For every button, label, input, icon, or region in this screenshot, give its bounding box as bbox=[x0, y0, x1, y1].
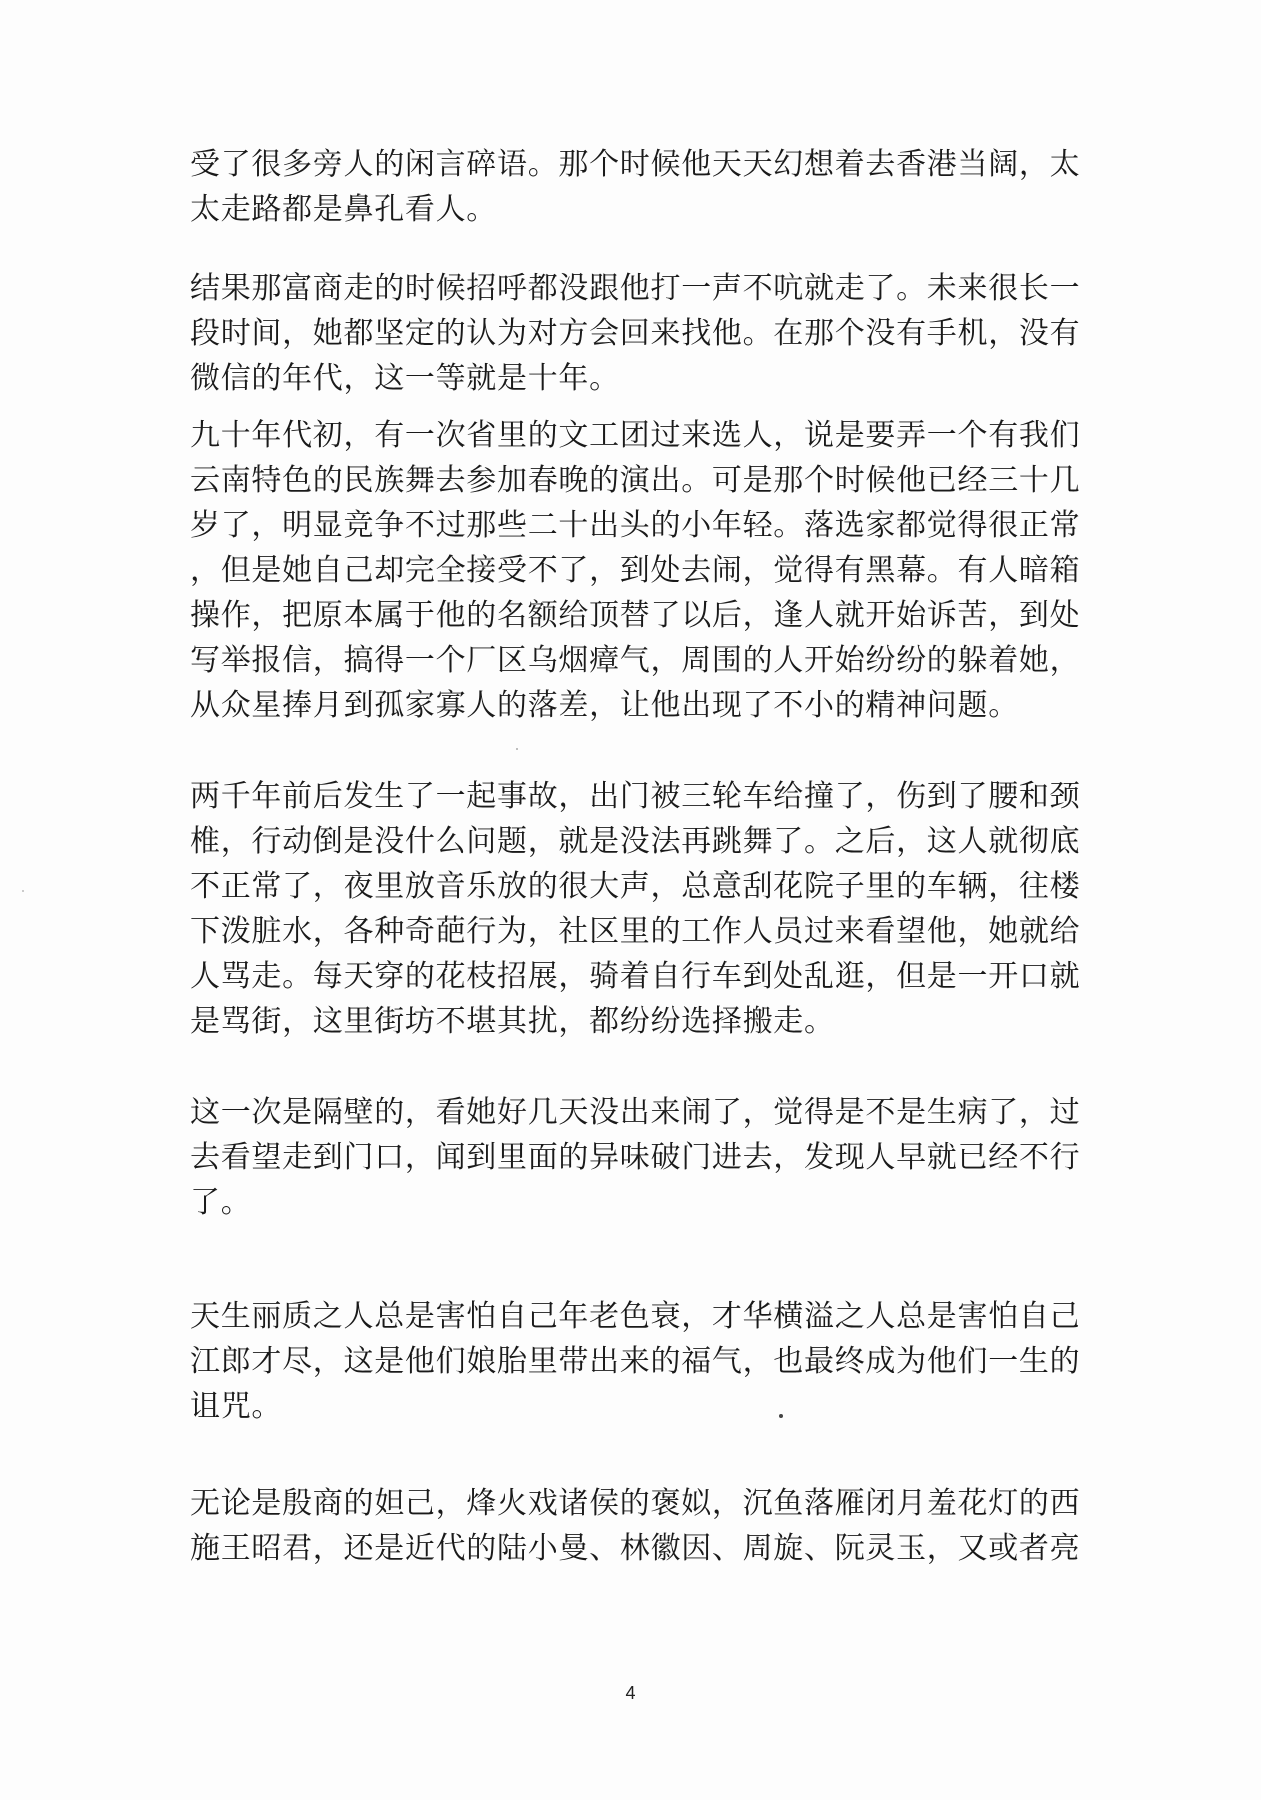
paragraph-line: 无论是殷商的妲己，烽火戏诸侯的褒姒，沉鱼落雁闭月羞花灯的西 bbox=[190, 1486, 1081, 1521]
paragraph-line: 两千年前后发生了一起事故，出门被三轮车给撞了，伤到了腰和颈 bbox=[190, 779, 1081, 814]
paragraph-line: 太走路都是鼻孔看人。 bbox=[190, 192, 497, 227]
scan-speck bbox=[22, 890, 24, 892]
paragraph-line: 九十年代初，有一次省里的文工团过来选人，说是要弄一个有我们 bbox=[190, 418, 1081, 453]
paragraph-5 bbox=[190, 1090, 1081, 1225]
paragraph-line: 诅咒。 bbox=[190, 1389, 283, 1424]
paragraph-line: 天生丽质之人总是害怕自己年老色衰，才华横溢之人总是害怕自己 bbox=[190, 1299, 1081, 1334]
paragraph-3 bbox=[190, 413, 1081, 728]
paragraph-line: 人骂走。每天穿的花枝招展，骑着自行车到处乱逛，但是一开口就 bbox=[190, 959, 1081, 994]
paragraph-1 bbox=[190, 142, 1081, 232]
paragraph-line: 下泼脏水，各种奇葩行为，社区里的工作人员过来看望他，她就给 bbox=[190, 914, 1081, 949]
scan-speck bbox=[779, 1414, 783, 1418]
paragraph-line: 去看望走到门口，闻到里面的异味破门进去，发现人早就已经不行 bbox=[190, 1140, 1081, 1175]
paragraph-line: 这一次是隔壁的，看她好几天没出来闹了，觉得是不是生病了，过 bbox=[190, 1095, 1081, 1130]
paragraph-line: 是骂街，这里街坊不堪其扰，都纷纷选择搬走。 bbox=[190, 1004, 835, 1039]
paragraph-6 bbox=[190, 1294, 1081, 1429]
paragraph-line: 不正常了，夜里放音乐放的很大声，总意刮花院子里的车辆，往楼 bbox=[190, 869, 1081, 904]
paragraph-7 bbox=[190, 1481, 1081, 1571]
paragraph-line: 岁了，明显竞争不过那些二十出头的小年轻。落选家都觉得很正常 bbox=[190, 508, 1081, 543]
paragraph-line: 受了很多旁人的闲言碎语。那个时候他天天幻想着去香港当阔，太 bbox=[190, 147, 1081, 182]
paragraph-line: 江郎才尽，这是他们娘胎里带出来的福气，也最终成为他们一生的 bbox=[190, 1344, 1081, 1379]
paragraph-line: 微信的年代，这一等就是十年。 bbox=[190, 361, 620, 396]
paragraph-line: 椎，行动倒是没什么问题，就是没法再跳舞了。之后，这人就彻底 bbox=[190, 824, 1081, 859]
paragraph-4 bbox=[190, 774, 1081, 1044]
paragraph-line: 写举报信，搞得一个厂区乌烟瘴气，周围的人开始纷纷的躲着她， bbox=[190, 643, 1081, 678]
paragraph-2 bbox=[190, 266, 1081, 401]
scan-speck bbox=[516, 748, 518, 750]
paragraph-line: ，但是她自己却完全接受不了，到处去闹，觉得有黑幕。有人暗箱 bbox=[190, 553, 1081, 588]
page-number: 4 bbox=[625, 1683, 636, 1703]
paragraph-line: 了。 bbox=[190, 1185, 252, 1220]
paragraph-line: 段时间，她都坚定的认为对方会回来找他。在那个没有手机，没有 bbox=[190, 316, 1081, 351]
paragraph-line: 云南特色的民族舞去参加春晚的演出。可是那个时候他已经三十几 bbox=[190, 463, 1081, 498]
paragraph-line: 从众星捧月到孤家寡人的落差，让他出现了不小的精神问题。 bbox=[190, 688, 1019, 723]
paragraph-line: 施王昭君，还是近代的陆小曼、林徽因、周旋、阮灵玉，又或者亮 bbox=[190, 1531, 1081, 1566]
paragraph-line: 结果那富商走的时候招呼都没跟他打一声不吭就走了。未来很长一 bbox=[190, 271, 1081, 306]
paragraph-line: 操作，把原本属于他的名额给顶替了以后，逢人就开始诉苦，到处 bbox=[190, 598, 1081, 633]
